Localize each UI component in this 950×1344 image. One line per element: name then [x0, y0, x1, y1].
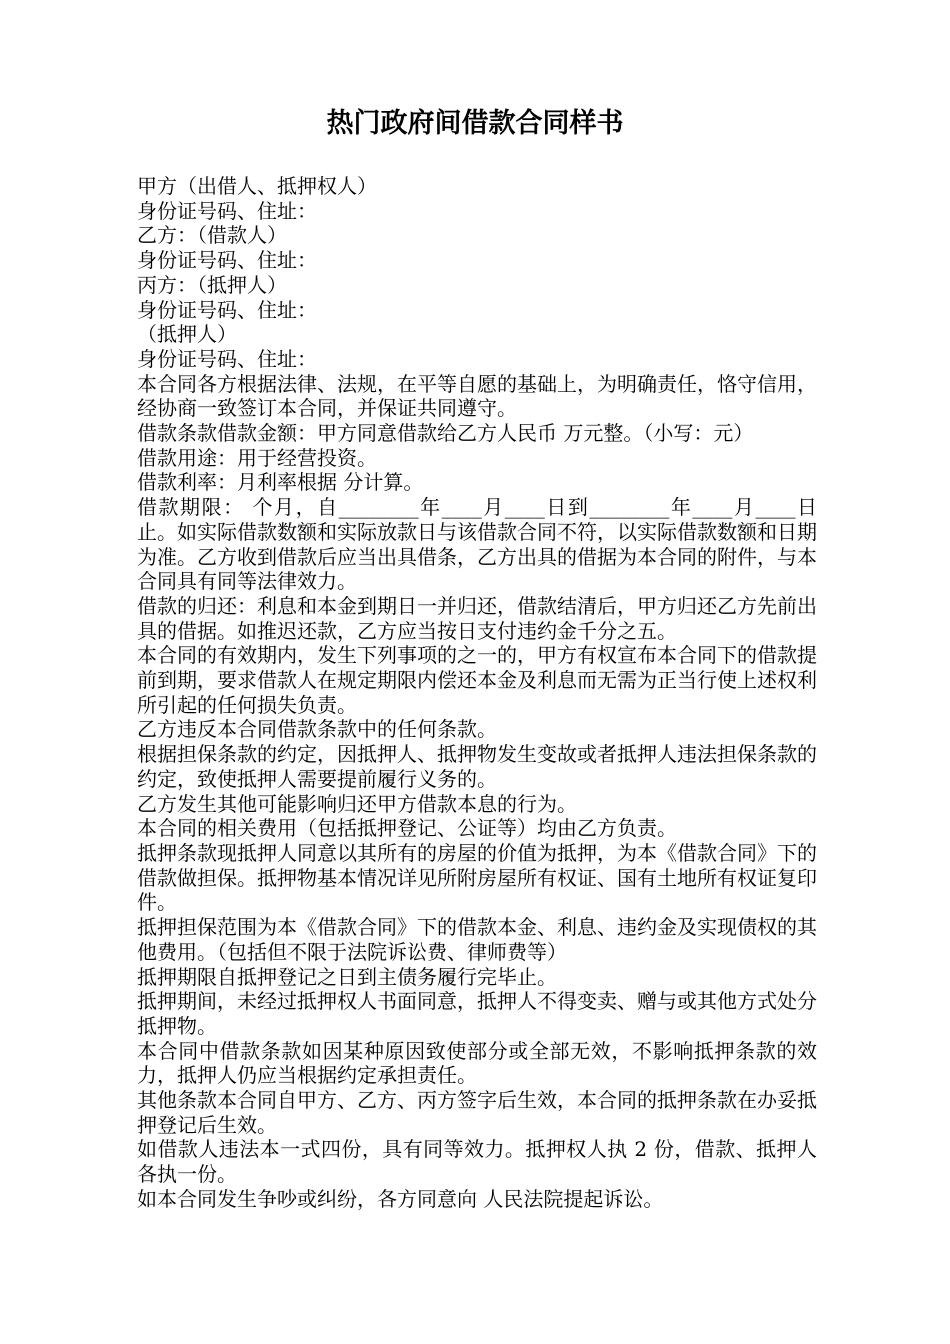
paragraph-party-c: 丙方：（抵押人）	[137, 272, 287, 297]
document-title: 热门政府间借款合同样书	[326, 108, 624, 139]
paragraph-fees: 本合同的相关费用（包括抵押登记、公证等）均由乙方负责。	[137, 816, 677, 841]
paragraph-dispute: 如本合同发生争吵或纠纷，各方同意向 人民法院提起诉讼。	[137, 1186, 664, 1211]
paragraph-loan-amount: 借款条款借款金额：甲方同意借款给乙方人民币 万元整。（小写：元）	[137, 421, 754, 446]
paragraph-interest-rate: 借款利率：月利率根据 分计算。	[137, 470, 424, 495]
paragraph-other-acts: 乙方发生其他可能影响归还甲方借款本息的行为。	[137, 791, 577, 816]
paragraph-mortgagor-id: 身份证号码、住址：	[137, 346, 317, 371]
paragraph-party-a-id: 身份证号码、住址：	[137, 198, 317, 223]
paragraph-party-c-id: 身份证号码、住址：	[137, 297, 317, 322]
paragraph-loan-term: 借款期限： 个月，自________年____月____日到________年____月____日止。如实际借款数额和实际放款日与该借款合同不符，以实际借款数额和日期为准。乙方收到借款后应当出具借条，乙方出具的借据为本合同的附件，与本合同具有同等法律效力。	[137, 495, 817, 594]
paragraph-severability: 本合同中借款条款如因某种原因致使部分或全部无效，不影响抵押条款的效力，抵押人仍应当根据约定承担责任。	[137, 1038, 817, 1088]
paragraph-effectiveness: 其他条款本合同自甲方、乙方、丙方签字后生效，本合同的抵押条款在办妥抵押登记后生效。	[137, 1088, 817, 1137]
paragraph-guarantee-event: 根据担保条款的约定，因抵押人、抵押物发生变故或者抵押人违法担保条款的约定，致使抵押人需要提前履行义务的。	[137, 742, 817, 791]
paragraph-copies: 如借款人违法本一式四份，具有同等效力。抵押权人执 2 份，借款、抵押人各执一份。	[137, 1137, 817, 1187]
paragraph-repayment: 借款的归还：利息和本金到期日一并归还，借款结清后，甲方归还乙方先前出具的借据。如推迟还款，乙方应当按日支付违约金千分之五。	[137, 593, 817, 643]
document-body	[137, 174, 817, 1212]
paragraph-mortgage-term: 抵押期限自抵押登记之日到主债务履行完毕止。	[137, 964, 557, 989]
paragraph-loan-purpose: 借款用途：用于经营投资。	[137, 445, 377, 470]
paragraph-mortgage-scope: 抵押担保范围为本《借款合同》下的借款本金、利息、违约金及实现债权的其他费用。（包括但不限于法院诉讼费、律师费等）	[137, 915, 817, 964]
paragraph-party-a: 甲方（出借人、抵押权人）	[137, 174, 377, 198]
paragraph-preamble: 本合同各方根据法律、法规，在平等自愿的基础上，为明确责任，恪守信用，经协商一致签订本合同，并保证共同遵守。	[137, 371, 817, 421]
paragraph-mortgagor: （抵押人）	[137, 322, 237, 347]
paragraph-breach-clause: 乙方违反本合同借款条款中的任何条款。	[137, 717, 497, 742]
paragraph-mortgage-clause: 抵押条款现抵押人同意以其所有的房屋的价值为抵押，为本《借款合同》下的借款做担保。抵押物基本情况详见所附房屋所有权证、国有土地所有权证复印件。	[137, 840, 817, 915]
paragraph-acceleration: 本合同的有效期内，发生下列事项的之一的，甲方有权宣布本合同下的借款提前到期，要求借款人在规定期限内偿还本金及利息而无需为正当行使上述权利所引起的任何损失负责。	[137, 643, 817, 717]
paragraph-party-b: 乙方：（借款人）	[137, 223, 287, 248]
paragraph-party-b-id: 身份证号码、住址：	[137, 248, 317, 273]
paragraph-mortgage-restriction: 抵押期间，未经过抵押权人书面同意，抵押人不得变卖、赠与或其他方式处分抵押物。	[137, 989, 817, 1038]
